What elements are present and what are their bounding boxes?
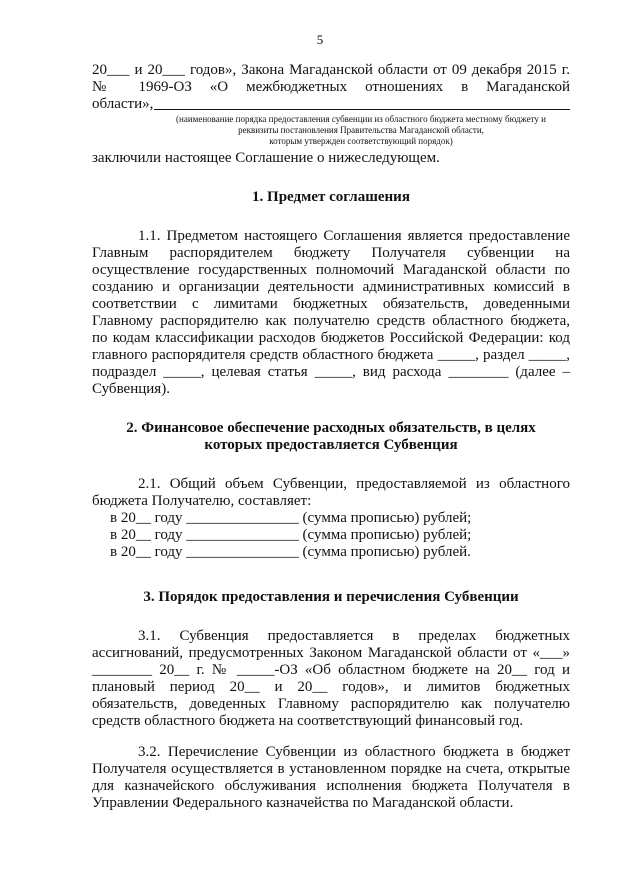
intro-note-2: реквизиты постановления Правительства Магаданской области, — [238, 125, 484, 135]
s2-line: 2.1. Общий объем Субвенции, предоставляемой из областного — [138, 476, 570, 492]
s3-line: для казначейского обслуживания исполнения бюджета Получателя в — [92, 778, 570, 794]
s1-line: 1.1. Предметом настоящего Соглашения является предоставление — [138, 228, 570, 244]
s2-sum-line: в 20__ году _______________ (сумма прописью) рублей; — [110, 510, 472, 526]
s1-line: Главным распорядителем бюджету Получателя субвенции на — [92, 245, 570, 261]
s3-line: плановый период 20__ и 20__ годов», и лимитов бюджетных — [92, 679, 570, 695]
blank-underline — [154, 108, 570, 110]
s3-line: Получателя осуществляется в установленном порядке на счета, открытые — [92, 761, 570, 777]
section-2-title-2: которых предоставляется Субвенция — [204, 437, 458, 453]
s1-line: созданию и организации деятельности административных комиссий в — [92, 279, 570, 295]
s1-line: подраздел _____, целевая статья _____, вид расхода ________ (далее – — [92, 364, 570, 380]
section-3-paragraph-1 — [92, 628, 570, 730]
s3-line: средств областного бюджета на соответствующий финансовый год. — [92, 713, 524, 729]
page-number: 5 — [316, 32, 324, 47]
section-1-title: 1. Предмет соглашения — [252, 189, 410, 205]
s1-line: осуществление государственных полномочий Магаданской области по — [92, 262, 570, 278]
intro-line-1: 20___ и 20___ годов», Закона Магаданской области от 09 декабря 2015 г. — [92, 62, 570, 78]
s2-line: бюджета Получателю, составляет: — [92, 493, 312, 509]
s3-line: 3.1. Субвенция предоставляется в пределах бюджетных — [138, 628, 570, 644]
intro-line-4: заключили настоящее Соглашение о нижеследующем. — [92, 150, 440, 166]
intro-note-3: которым утвержден соответствующий порядок) — [269, 136, 453, 146]
s1-line: соответствии с лимитами бюджетных обязательств, доведенными — [92, 296, 570, 312]
s2-sum-line: в 20__ году _______________ (сумма прописью) рублей; — [110, 527, 472, 543]
s3-line: обязательств, доведенных Главному распорядителю как получателю — [92, 696, 570, 712]
s1-line: по кодам классификации расходов бюджетов Российской Федерации: код — [92, 330, 570, 346]
s1-line: Главному распорядителю как получателю средств областного бюджета, — [92, 313, 570, 329]
s2-sum-line: в 20__ году _______________ (сумма прописью) рублей. — [110, 544, 471, 560]
s3-line: ________ 20__ г. № _____-ОЗ «Об областном бюджете на 20__ год и — [92, 662, 570, 678]
section-2-paragraph — [92, 476, 570, 561]
s1-line: главного распорядителя средств областного бюджета _____, раздел _____, — [92, 347, 570, 363]
s1-line: Субвенция). — [92, 381, 170, 397]
intro-footnote — [152, 114, 570, 147]
intro-line-2: № 1969-ОЗ «О межбюджетных отношениях в Магаданской — [92, 79, 570, 95]
section-3-paragraph-2 — [92, 744, 570, 812]
s3-line: 3.2. Перечисление Субвенции из областного бюджета в бюджет — [138, 744, 570, 760]
intro-line-3-text: области», — [92, 96, 154, 112]
section-3-title: 3. Порядок предоставления и перечисления Субвенции — [143, 589, 519, 605]
intro-line-3 — [92, 96, 570, 113]
s3-line: ассигнований, предусмотренных Законом Магаданской области от «___» — [92, 645, 570, 661]
s3-line: Управлении Федерального казначейства по Магаданской области. — [92, 795, 514, 811]
document-body — [92, 62, 570, 812]
section-2-title-1: 2. Финансовое обеспечение расходных обязательств, в целях — [126, 420, 536, 436]
section-1-paragraph — [92, 228, 570, 398]
intro-note-1: (наименование порядка предоставления субвенции из областного бюджета местному бюджету и — [176, 114, 546, 124]
